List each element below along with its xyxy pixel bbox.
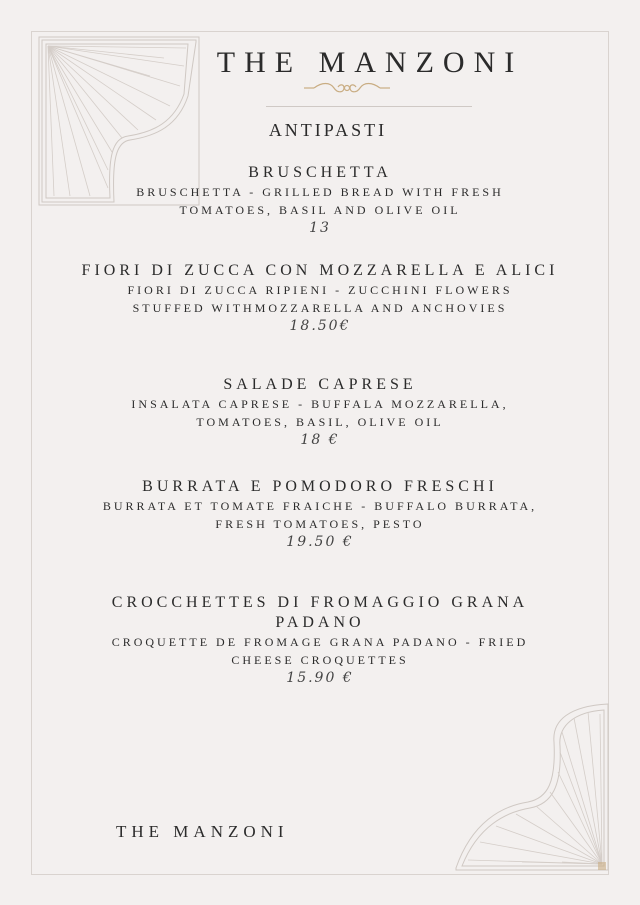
restaurant-title: THE MANZONI bbox=[216, 46, 524, 79]
item-price: 15.90 € bbox=[286, 670, 354, 686]
art-deco-fan-bottom-right bbox=[452, 702, 612, 874]
item-description: INSALATA CAPRESE - BUFFALA MOZZARELLA, TOMATOES, BASIL, OLIVE OIL bbox=[131, 397, 509, 429]
item-name: BURRATA E POMODORO FRESCHI bbox=[142, 478, 498, 495]
section-title: ANTIPASTI bbox=[268, 120, 388, 140]
menu-item bbox=[20, 375, 620, 449]
item-name: BRUSCHETTA bbox=[248, 164, 392, 181]
item-name: FIORI DI ZUCCA CON MOZZARELLA E ALICI bbox=[81, 262, 559, 279]
item-description: FIORI DI ZUCCA RIPIENI - ZUCCHINI FLOWERS STUFFED WITHMOZZARELLA AND ANCHOVIES bbox=[127, 283, 513, 315]
footer-brand: THE MANZONI bbox=[116, 822, 289, 841]
item-price: 18.50€ bbox=[289, 318, 351, 334]
menu-item bbox=[20, 593, 620, 687]
item-name: CROCCHETTES DI FROMAGGIO GRANA PADANO bbox=[111, 594, 529, 631]
item-name: SALADE CAPRESE bbox=[223, 376, 417, 393]
menu-item bbox=[20, 477, 620, 551]
item-description: BRUSCHETTA - GRILLED BREAD WITH FRESH TOMATOES, BASIL AND OLIVE OIL bbox=[136, 185, 504, 217]
item-description: BURRATA ET TOMATE FRAICHE - BUFFALO BURRATA, FRESH TOMATOES, PESTO bbox=[102, 499, 538, 531]
gold-flourish-ornament bbox=[300, 78, 394, 98]
item-price: 19.50 € bbox=[286, 534, 354, 550]
menu-item bbox=[20, 163, 620, 237]
item-price: 18 € bbox=[300, 432, 340, 448]
item-price: 13 bbox=[309, 220, 331, 236]
item-description: CROQUETTE DE FROMAGE GRANA PADANO - FRIED CHEESE CROQUETTES bbox=[111, 635, 529, 667]
title-divider bbox=[266, 106, 472, 107]
menu-item bbox=[20, 261, 620, 335]
